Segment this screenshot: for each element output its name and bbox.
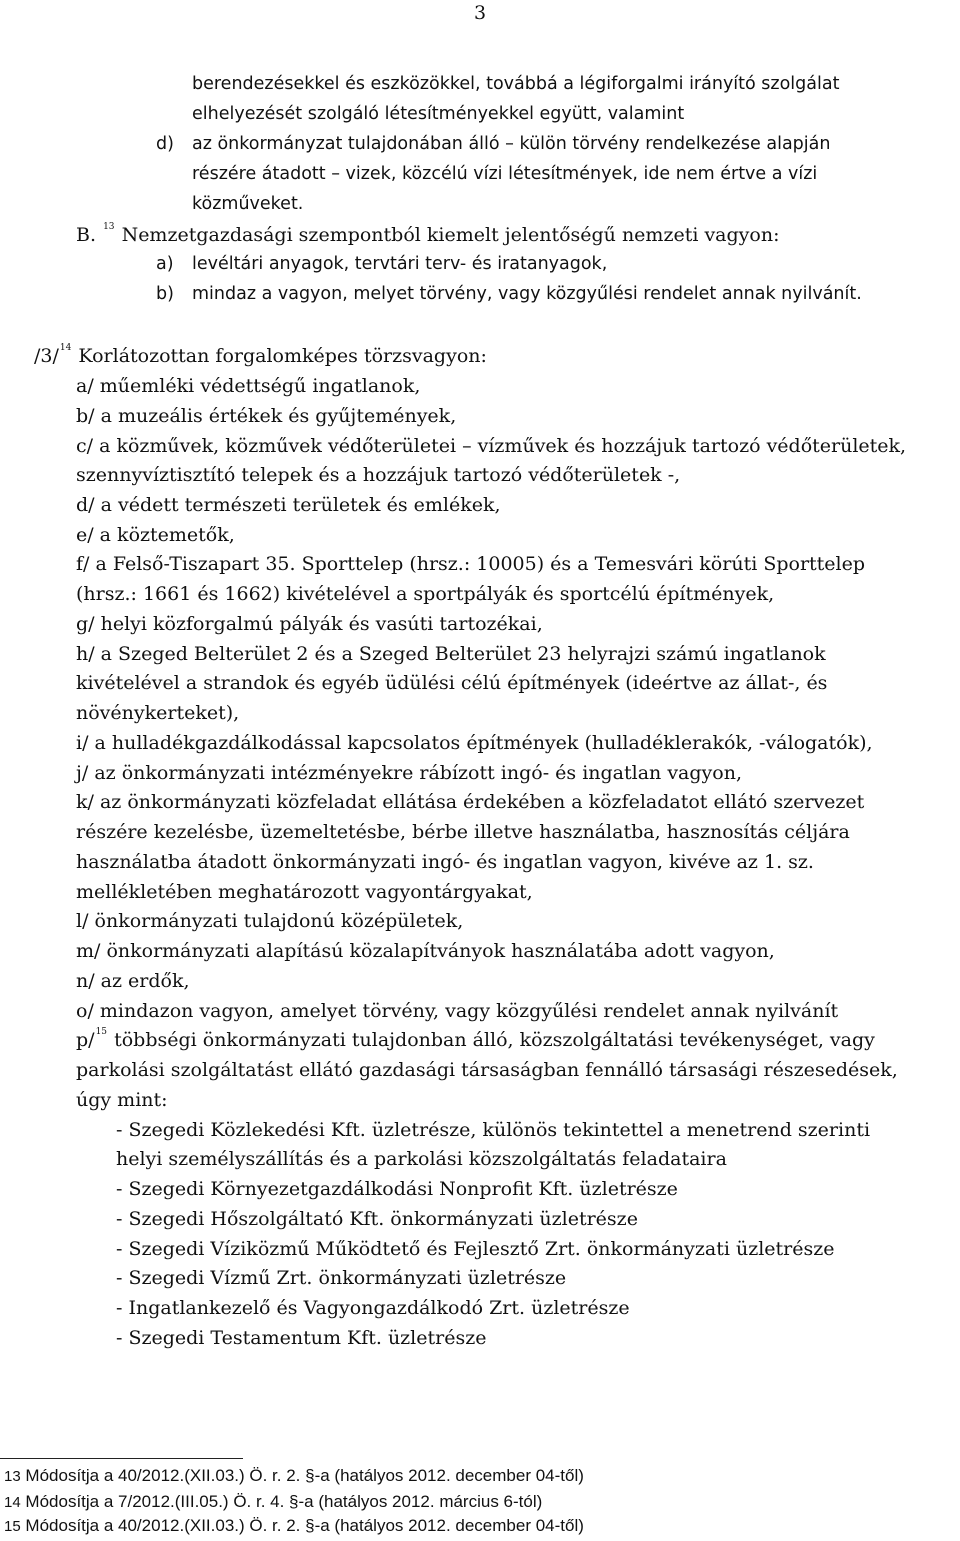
list-item: m/ önkormányzati alapítású közalapítványok használatába adott vagyon, (76, 940, 775, 962)
bullet-item: - Szegedi Közlekedési Kft. üzletrésze, különös tekintettel a menetrend szerinti (116, 1119, 871, 1141)
list-marker: b) (156, 284, 174, 304)
list-item-p (76, 1029, 875, 1051)
list-marker: p/ (76, 1029, 95, 1051)
list-item: i/ a hulladékgazdálkodással kapcsolatos építmények (hulladéklerakók, -válogatók), (76, 732, 873, 754)
list-item: kivételével a strandok és egyéb üdülési célú építmények (ideértve az állat-, és (76, 672, 828, 694)
section-3-heading (34, 345, 487, 367)
list-item: n/ az erdők, (76, 970, 190, 992)
list-item: (hrsz.: 1661 és 1662) kivételével a sportpályák és sportcélú építmények, (76, 583, 775, 605)
footnote (4, 1466, 584, 1486)
footnote-text: Módosítja a 7/2012.(III.05.) Ö. r. 4. §-a (hatályos 2012. március 6-tól) (25, 1492, 543, 1511)
section-b-heading (76, 224, 779, 246)
list-item: j/ az önkormányzati intézményekre rábízott ingó- és ingatlan vagyon, (76, 762, 742, 784)
list-item-text: mindaz a vagyon, melyet törvény, vagy közgyűlési rendelet annak nyilvánít. (192, 284, 862, 304)
footnote-text: Módosítja a 40/2012.(XII.03.) Ö. r. 2. §-a (hatályos 2012. december 04-től) (25, 1466, 584, 1485)
list-item-text: többségi önkormányzati tulajdonban álló, közszolgáltatási tevékenységet, vagy (114, 1029, 875, 1051)
bullet-item: - Szegedi Környezetgazdálkodási Nonprofit Kft. üzletrésze (116, 1178, 678, 1200)
bullet-item: helyi személyszállítás és a parkolási közszolgáltatás feladataira (116, 1148, 727, 1170)
section-heading-text: Korlátozottan forgalomképes törzsvagyon: (78, 345, 487, 367)
paragraph-line: közműveket. (192, 194, 304, 214)
footnote-text: Módosítja a 40/2012.(XII.03.) Ö. r. 2. §-a (hatályos 2012. december 04-től) (25, 1516, 584, 1535)
footnote-ref: 13 (103, 222, 115, 232)
page-number: 3 (474, 2, 487, 24)
list-item-text: levéltári anyagok, tervtári terv- és iratanyagok, (192, 254, 608, 274)
section-marker: /3/ (34, 345, 59, 367)
bullet-item: - Szegedi Hőszolgáltató Kft. önkormányzati üzletrésze (116, 1208, 638, 1230)
footnote-number: 14 (4, 1494, 21, 1511)
list-item: mellékletében meghatározott vagyontárgyakat, (76, 881, 533, 903)
footnote-separator (0, 1458, 243, 1459)
footnote-ref: 14 (59, 343, 72, 353)
list-item: használatba átadott önkormányzati ingó- és ingatlan vagyon, kivéve az 1. sz. (76, 851, 814, 873)
bullet-item: - Szegedi Víziközmű Működtető és Fejlesztő Zrt. önkormányzati üzletrésze (116, 1238, 835, 1260)
list-item: o/ mindazon vagyon, amelyet törvény, vagy közgyűlési rendelet annak nyilvánít (76, 1000, 839, 1022)
list-item: b/ a muzeális értékek és gyűjtemények, (76, 405, 457, 427)
footnote-number: 15 (4, 1518, 21, 1535)
footnote (4, 1492, 542, 1512)
list-item: h/ a Szeged Belterület 2 és a Szeged Belterület 23 helyrajzi számú ingatlanok (76, 643, 826, 665)
list-item: l/ önkormányzati tulajdonú középületek, (76, 910, 464, 932)
paragraph-line: elhelyezését szolgáló létesítményekkel együtt, valamint (192, 104, 685, 124)
section-heading-text: Nemzetgazdasági szempontból kiemelt jelentőségű nemzeti vagyon: (121, 224, 780, 246)
paragraph-line: részére átadott – vizek, közcélú vízi létesítmények, ide nem értve a vízi (192, 164, 818, 184)
list-marker: a) (156, 254, 174, 274)
list-item-line: parkolási szolgáltatást ellátó gazdasági társaságban fennálló társasági részesedések, (76, 1059, 898, 1081)
bullet-item: - Szegedi Vízmű Zrt. önkormányzati üzletrésze (116, 1267, 567, 1289)
list-item: d/ a védett természeti területek és emlékek, (76, 494, 501, 516)
list-item: növénykerteket), (76, 702, 240, 724)
list-item: e/ a köztemetők, (76, 524, 235, 546)
line-text: berendezésekkel és eszközökkel, továbbá a légiforgalmi irányító szolgálat (192, 74, 840, 94)
footnote-ref: 15 (95, 1027, 108, 1037)
list-item: c/ a közművek, közművek védőterületei – vízművek és hozzájuk tartozó védőterületek, (76, 435, 907, 457)
list-item: k/ az önkormányzati közfeladat ellátása érdekében a közfeladatot ellátó szervezet (76, 791, 865, 813)
list-item: f/ a Felső-Tiszapart 35. Sporttelep (hrsz.: 10005) és a Temesvári körúti Sporttelep (76, 553, 866, 575)
section-marker: B. (76, 224, 97, 246)
list-item: a/ műemléki védettségű ingatlanok, (76, 375, 421, 397)
bullet-item: - Ingatlankezelő és Vagyongazdálkodó Zrt. üzletrésze (116, 1297, 630, 1319)
list-item-line: úgy mint: (76, 1089, 168, 1111)
list-item-text: az önkormányzat tulajdonában álló – külön törvény rendelkezése alapján (192, 134, 831, 154)
list-marker: d) (156, 134, 174, 154)
list-item: szennyvíztisztító telepek és a hozzájuk tartozó védőterületek -, (76, 464, 681, 486)
list-item: részére kezelésbe, üzemeltetésbe, bérbe illetve használatba, hasznosítás céljára (76, 821, 850, 843)
paragraph-line (192, 74, 952, 94)
bullet-item: - Szegedi Testamentum Kft. üzletrésze (116, 1327, 487, 1349)
list-item: g/ helyi közforgalmú pályák és vasúti tartozékai, (76, 613, 543, 635)
footnote (4, 1516, 584, 1536)
footnote-number: 13 (4, 1468, 21, 1485)
